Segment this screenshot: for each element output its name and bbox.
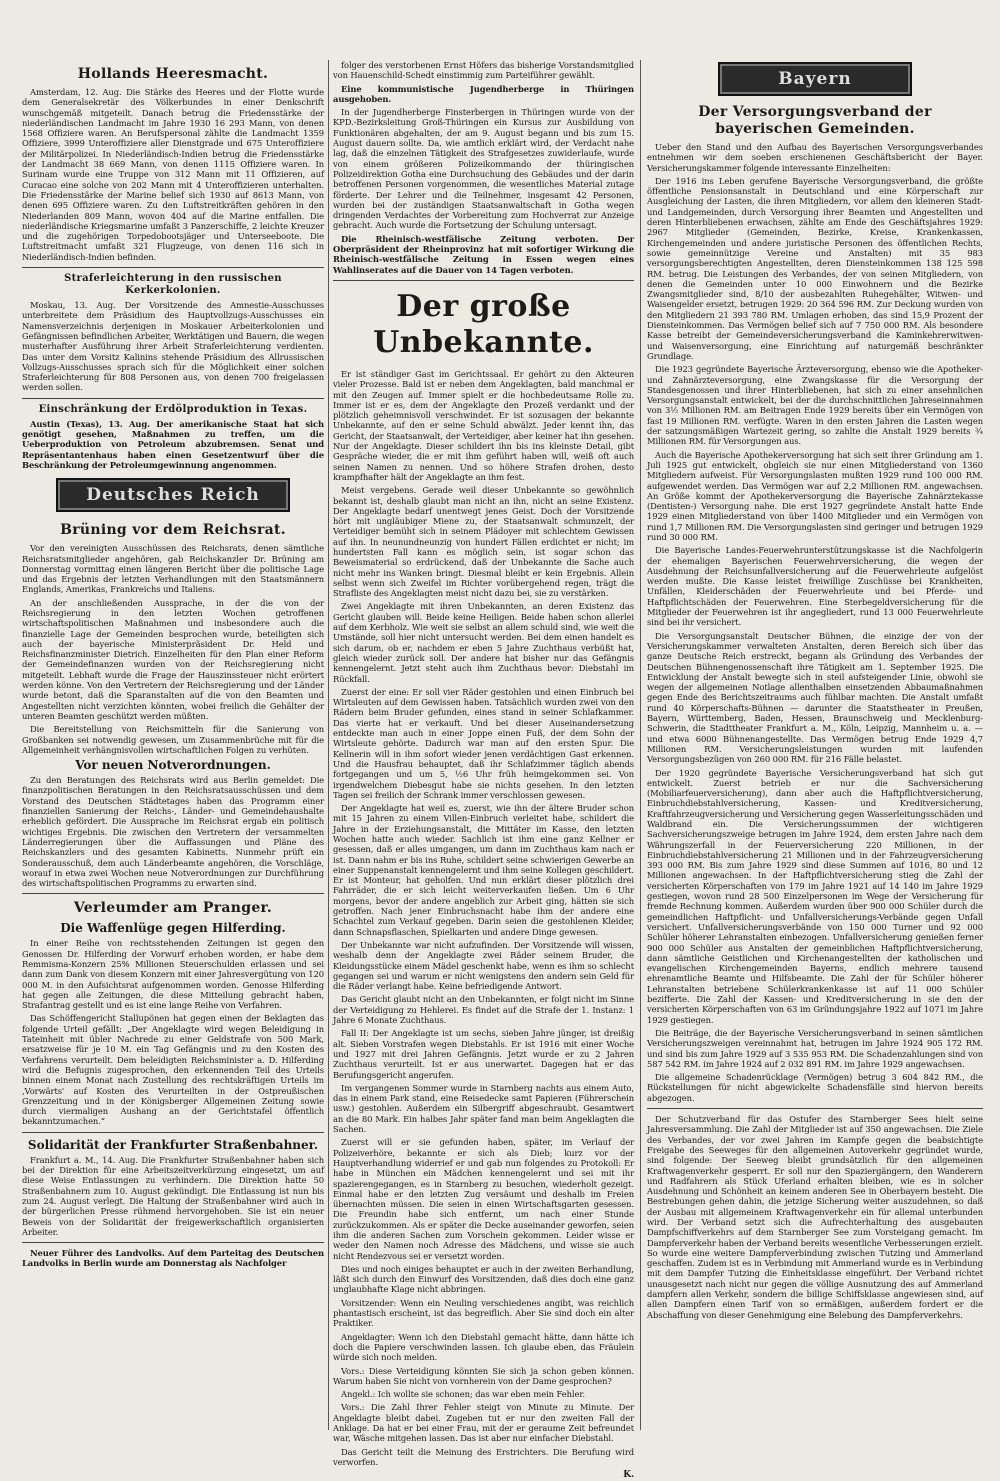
headline-versorgungsverband: Der Versorgungsverband der bayerischen Gemeinden.	[698, 104, 932, 137]
column-left	[22, 60, 324, 1272]
article-landvolk-cont: folger des verstorbenen Ernst Höfers das bisherige Vorstandsmitglied von Hauenschild-Schedt einstimmig zum Parteiführer gewählt.	[333, 60, 634, 81]
divider	[22, 1242, 324, 1243]
article-unbekannte-p11: Dies und noch einiges behauptet er auch in der zweiten Berhandlung, läßt sich durch den Einwurf des Vorsitzenden, daß dies doch eine ganz unglaubhafte Klage nicht abbringen.	[333, 1263, 634, 1295]
headline-kerker: Straferleichterung in den russischen Kerkerkolonien.	[64, 273, 282, 297]
article-schutzverband: Der Schutzverband für das Ostufer des Starnberger Sees hielt seine Jahresversammlung. Die Zahl der Mitglieder ist auf 350 angewachsen. Die Ziele des Verbandes, der vor zwei Jahren im Kampfe gegen die beabsichtigte Freigabe des Seeweges für den allgemeinen Autoverkehr gegründet wurde, sind folgende: Der Seeweg bleibt grundsätzlich für den allgemeinen Kraftwagenverkehr gesperrt. Er soll nur den Spaziergängern, den Wanderern und Radfahrern als Stück Uferland erhalten bleiben, wie es in solcher Ausdehnung und Schönheit an keinem anderen See in Oberbayern besteht. Die Bestrebungen gehen dahin, die jetzige Sicherung weiter auszudehnen, so daß der Ausbau mit allgemeinem Kraftwagenverkehr ein für allemal unterbunden wird. Der Verband setzt sich die Aufrechterhaltung des ausgebauten Dampfschiffverkehrs auf dem Starnberger See zum Vorsteigang gemacht. Im Dampferverkehr haben der Verband bereits wesentliche Verbesserungen erzielt. So wurde eine weitere Dampferverbindung zwischen Tutzing und Ammerland geschaffen. Zudem ist es in Verbindung mit Ammerland wurde es in Verbindung mit dem Dampfer Tutzing die Einheitsklasse eingeführt. Der Verband richtet unausgesetzt nach nicht nur gegen die völlige Ausnutzung des auf Ammerland dampfern allen Verkehr, sondern die billige Schiffsklasse angewiesen sind, auf allen Dampfern einen Tarif von so ermäßigen, außerdem fordert er die Abschaffung von dieser Genehmigung eine Belebung des Dampferverkehrs.	[647, 1114, 983, 1320]
article-unbekannte-p3: Zwei Angeklagte mit ihren Unbekannten, an deren Existenz das Gericht glauben will. Beide keine Heiligen. Beide haben schon allerlei auf dem Kerbholz. Wie weit sie selbst an allem schuld sind, wie weit die Umstände, soll hier nicht untersucht werden. Bei dem einen handelt es sich darum, ob er, nachdem er eben 5 Jahre Zuchthaus verbüßt hat, gleich wieder zurück soll. Der andere hat bisher nur das Gefängnis kennengelernt. Jetzt steht auch ihm Zuchthaus bevor: Diebstahl im Rückfall.	[333, 601, 634, 684]
column-right	[647, 60, 983, 1323]
divider	[333, 280, 634, 281]
headline-unbekannte: Der große Unbekannte.	[373, 288, 594, 360]
article-rwz-verboten: Die Rheinisch-westfälische Zeitung verboten. Der Oberpräsident der Rheinprovinz hat mit sofortiger Wirkung die Rheinisch-westfälische Zeitung in Essen wegen eines Wahlinserates auf die Dauer von 14 Tagen verboten.	[333, 233, 634, 275]
headline-strassenbahn: Solidarität der Frankfurter Straßenbahner.	[27, 1137, 319, 1152]
article-landvolk: Neuer Führer des Landvolks. Auf dem Parteitag des Deutschen Landvolks in Berlin wurde am Donnerstag als Nachfolger	[22, 1248, 324, 1269]
section-banner-bayern: Bayern	[718, 62, 912, 96]
article-versorgung-p8: Die Beiträge, die der Bayerische Versicherungsverband in seinen sämtlichen Versicherungszweigen vereinnahmt hat, betrugen im Jahre 1924 905 172 RM. und sind bis zum Jahre 1929 auf 3 535 953 RM. Die Schadenzahlungen sind von 587 542 RM. im Jahre 1924 auf 2 032 891 RM. im Jahre 1929 angewachsen.	[647, 1027, 983, 1069]
article-notverordnungen-body: Zu den Beratungen des Reichsrats wird aus Berlin gemeldet: Die finanzpolitischen Beratungen in den Reichsratsausschüssen und dem Vorstand des Deutschen Städtetages haben das Programm einer finanziellen Sanierung der Reichs-, Länder- und Gemeindehaushalte erheblich gefördert. Die Aussprache im Reichsrat ergab ein politisch wichtiges Ergebnis. Die zwischen den Vertretern der versammelten Länderregierungen über die Auffassungen und Pläne des Reichskanzlers und des gesamten Kabinetts. Nunmehr prüft ein Sonderausschuß, dem auch Länderbeamte angehören, die Vorschläge, worauf in etwa zwei Wochen neue Notverordnungen zur Durchführung des wirtschaftspolitischen Programms zu erwarten sind.	[22, 775, 324, 889]
article-unbekannte-p6: Der Unbekannte war nicht aufzufinden. Der Vorsitzende will wissen, weshalb denn der Angeklagte zwei Räder seinem Bruder, die Kleidungsstücke einem Mädel geschenkt habe, wenn es ihm so schlecht gegangen sei und warum er nicht wenigstens den andern sein Geld für die Räder verlangt habe. Keine befriedigende Antwort.	[333, 939, 634, 992]
article-unbekannte-p16: Vors.: Die Zahl Ihrer Fehler steigt von Minute zu Minute. Der Angeklagte bleibt dabei. Zugeben tut er nur den zweiten Fall der Anklage. Da hat er bei einer Frau, mit der er geraume Zeit befreundet war, Wäsche mitgehen lassen. Das ist aber nur einfacher Diebstahl.	[333, 1402, 634, 1444]
article-bruening-p3: Die Bereitstellung von Reichsmitteln für die Sanierung von Großbanken sei notwendig gewesen, um Zusammenbrüche mit für die Allgemeinheit verhängnisvollen wirtschaftlichen Folgen zu verhüten.	[22, 724, 324, 755]
article-strassenbahn-body: Frankfurt a. M., 14. Aug. Die Frankfurter Straßenbahner haben sich bei der Direktion für eine Arbeitszeitverkürzung eingesetzt, um auf diese Weise Entlassungen zu verhindern. Die Direktion hatte 50 Straßenbahnern zum 10. August gekündigt. Die Entlassung ist nun bis zum 24. August verlegt. Die Haltung der Straßenbahner wird auch in der bürgerlichen Presse rühmend hervorgehoben. Sie ist ein neuer Beweis von der Solidarität der freigewerkschaftlich organisierten Arbeiter.	[22, 1154, 324, 1237]
article-signature: K.	[623, 1470, 634, 1481]
headline-pranger: Verleumder am Pranger.	[73, 900, 273, 917]
article-texas-body: Austin (Texas), 13. Aug. Der amerikanische Staat hat sich genötigt gesehen, Maßnahmen zu treffen, um die Ueberproduktion von Petroleum abzubremsen. Senat und Repräsentantenhaus haben einen Gesetzentwurf über die Beschränkung der Petroleumgewinnung angenommen.	[22, 418, 324, 470]
headline-notverordnungen: Vor neuen Notverordnungen.	[75, 758, 271, 773]
article-unbekannte-p8: Fall II: Der Angeklagte ist um sechs, sieben Jahre jünger, ist dreißig alt. Sieben Vorstrafen wegen Diebstahls. Er ist 1916 mit einer Woche und 1927 mit drei Jahren Gefängnis. Jetzt wurde er zu 2 Jahren Zuchthaus verurteilt. Ist er aus unerwartet. Dagegen hat er das Berufungsgericht angerufen.	[333, 1028, 634, 1080]
article-unbekannte-p15: Angekl.: Ich wollte sie schonen; das war eben mein Fehler.	[341, 1389, 585, 1400]
article-hollands-body: Amsterdam, 12. Aug. Die Stärke des Heeres und der Flotte wurde dem Generalsekretär des Völkerbundes in einer Denkschrift wunschgemäß mitgeteilt. Danach betrug die Friedensstärke der niederländischen Landmacht im Jahre 1930 16 293 Mann, von denen 1568 Offiziere waren. An Berufspersonal zählte die Landmacht 1359 Offiziere, 3999 Unteroffiziere aller Dienstgrade und 675 Unteroffiziere der Militärpolizei. In Niederländisch-Indien betrug die Friedensstärke der Landmacht 38 669 Mann, von denen 1115 Offiziere waren. In Surinam wurde eine Truppe von 312 Mann mit 11 Offizieren, auf Curacao eine solche von 202 Mann mit 4 Unteroffizieren unterhalten. Die Friedensstärke der Marine belief sich 1930 auf 8613 Mann, von denen 695 Offiziere waren. Zu den Luftstreitkräften gehören in den Niederlanden 809 Mann, wovon 404 auf die Marine entfallen. Die niederländische Kriegsmarine umfaßt 3 Panzerschiffe, 2 leichte Kreuzer und die zugehörigen Torpedobootsjäger und Unterseeboote. Die Luftstreitmacht umfaßt 321 Flugzeuge, von denen 116 sich in Niederländisch-Indien befinden.	[22, 87, 324, 262]
article-unbekannte-p2: Meist vergebens. Gerade weil dieser Unbekannte so gewöhnlich bekannt ist, deshalb glaubt man nicht an ihn, nicht an seine Existenz. Der Angeklagte bedarf unentwegt jenes Geist. Doch der Vorsitzende hört mit ungläubiger Miene zu, der Staatsanwalt schmunzelt, der Verteidiger bemüht sich in seinem Plädoyer mit schlechtem Gewissen auf ihn. In neunundneunzig von hundert Fällen erdichtet er nicht; im hundertsten Fall kann es möglich sein, ist sogar schon das Beweismaterial so erdrückend, daß der Unbekannte die Sache auch nicht mehr ins Wanken bringt. Diesmal bleibt er kein Ergebnis. Allein selbst wenn sich Zweifel im Richter vorübergehend regen, trägt die Strafliste des Angeklagten meist nicht dazu bei, sie zu verstärken.	[333, 485, 634, 599]
divider	[22, 893, 324, 894]
article-unbekannte-p12: Vorsitzender: Wenn ein Neuling verschiedenes angibt, was reichlich phantastisch erscheint, ist das begreiflich. Aber Sie sind doch ein alter Praktiker.	[333, 1297, 634, 1329]
divider	[22, 398, 324, 399]
article-unbekannte-p13: Angeklagter: Wenn ich den Diebstahl gemacht hätte, dann hätte ich doch die Papiere verschwinden lassen. Ich glaube eben, das Fräulein würde sich noch melden.	[333, 1331, 634, 1363]
article-versorgung-p5: Die Bayerische Landes-Feuerwehrunterstützungskasse ist die Nachfolgerin der ehemaligen Bayerischen Feuerwehrversicherung, die wegen der Ausdehnung der Reichsunfallversicherung auf die Feuerwehrleute aufgelöst werden mußte. Die Kasse leistet freiwillige Zuschüsse bei Krankheiten, Unfällen, Kleiderschäden der Feuerwehrleute und bei Pferde- und Haftpflichtschäden der Feuerwehren. Eine Sterbegeldversicherung für die Mitglieder der Feuerwehren ist ihr angegliedert, rund 13 000 Feuerwehrleute sind bei ihr versichert.	[647, 545, 983, 628]
article-unbekannte-p1: Er ist ständiger Gast im Gerichtssaal. Er gehört zu den Akteuren vieler Prozesse. Bald ist er neben dem Angeklagten, bald manchmal er mit den Zeugen auf. Immer spielt er die hochbedeutsame Rolle zu. Immer ist er es, dem der Angeklagte den Prozeß verdankt und der plötzlich geheimnisvoll verschwindet. Er ist sozusagen der bekannte Unbekannte, auf den er seine Schuld abwälzt. Jeder kennt ihn, das Gericht, der Staatsanwalt, der Verteidiger, aber keiner hat ihn gesehen. Nur der Angeklagte. Dieser schildert ihn bis ins kleinste Detail, gibt Gespräche wieder, die er mit ihm geführt haben will, weiß oft auch seinen Namen zu nennen. Und so höhere Strafen drohen, desto krampfhafter hält der Angeklagte an ihm fest.	[333, 368, 634, 482]
headline-texas: Einschränkung der Erdölproduktion in Texas.	[38, 403, 308, 415]
article-pranger-p2: Das Schöffengericht Stallupönen hat gegen einen der Beklagten das folgende Urteil gefällt: „Der Angeklagte wird wegen Beleidigung in Tateinheit mit übler Nachrede zu einer Geldstrafe von 500 Mark, ersatzweise für je 10 M. ein Tag Gefängnis und zu den Kosten des Verfahrens verurteilt. Dem beleidigten Reichsminister a. D. Hilferding wird die Befugnis zugesprochen, den erkennenden Teil des Urteils binnen einem Monat nach Zustellung des rechtskräftigen Urteils im ‚Vorwärts' auf Kosten des Verurteilten in der Ostpreußischen Grenzzeitung und in der Königsberger Allgemeinen Zeitung sowie durch viermaligen Aushang an der Gerichtstafel öffentlich bekanntzumachen.“	[22, 1013, 324, 1127]
divider	[22, 267, 324, 268]
article-versorgung-p6: Die Versorgungsanstalt Deutscher Bühnen, die einzige der von der Versicherungskammer verwalteten Anstalten, deren Bereich sich über das ganze Deutsche Reich erstreckt, begann als Gründung des Verbandes der Deutschen Bühnengenossenschaft ihre Tätigkeit am 1. September 1925. Die Entwicklung der Anstalt bewegte sich in steil aufsteigender Linie, obwohl sie wegen der allgemeinen Notlage allenthalben einsetzenden Abbaumaßnahmen gegen Ende des Berichtszeitraums auch fühlbar machten. Die Anstalt umfaßt rund 40 Körperschafts-Bühnen — darunter die Staatstheater in Preußen, Bayern, Württemberg, Baden, Hessen, Braunschweig und Mecklenburg-Schwerin, die Stadttheater Frankfurt a. M., Köln, Leipzig, Mannheim u. a. — und etwa 6000 Bühnenangestellte. Das Vermögen betrug Ende 1929 4,7 Millionen RM. Versicherungsleistungen wurden mit laufenden Versorgungsbezügen von 260 000 RM. für 216 Fälle belastet.	[647, 630, 983, 765]
article-unbekannte-p10: Zuerst will er sie gefunden haben, später, im Verlauf der Polizeiverhöre, bekannte er sich als Dieb; kurz vor der Hauptverhandlung widerrief er und gab nun folgendes zu Protokoll: Er habe in München ein Mädchen kennengelernt und sei mit ihr spazierengegangen, es in Starnberg zu besuchen, wiederholt gezeigt. Einmal habe er den letzten Zug versäumt und deshalb im Freien übernachten müssen. Die seien in einen Wirtschaftsgarten gesessen. Die Freundin habe sich entfernt, um nach einer Stunde zurückzukommen. Als er später die Decke auseinander geworfen, seien ihm die anderen Sachen zum Vorschein gekommen. Leider wisse er weder den Namen noch Adresse des Mädchens, und wisse sie auch nicht Rendezvous sei er versetzt worden.	[333, 1137, 634, 1261]
article-versorgung-p9: Die allgemeine Schadenrücklage (Vermögen) betrug 3 604 842 RM., die Rückstellungen für nicht abgewickelte Schadensfälle sind hiervon bereits abgezogen.	[647, 1072, 983, 1103]
subheadline-pranger: Die Waffenlüge gegen Hilferding.	[60, 921, 286, 936]
column-rule	[640, 60, 641, 1430]
article-versorgung-p1: Ueber den Stand und den Aufbau des Bayerischen Versorgungsverbandes entnehmen wir dem soeben erschienenen Geschäftsbericht der Bayer. Versicherungskammer folgende interessante Einzelheiten:	[647, 142, 983, 173]
article-unbekannte-p14: Vors.: Diese Verteidigung könnten Sie sich ja schon geben können. Warum haben Sie nicht von vornherein von der Dame gesprochen?	[333, 1365, 634, 1386]
headline-hollands: Hollands Heeresmacht.	[77, 66, 269, 82]
article-bruening-p1: Vor den vereinigten Ausschüssen des Reichsrats, denen sämtliche Reichsratsmitglieder angehören, gab Reichskanzler Dr. Brüning am Donnerstag vormittag einen längeren Bericht über die politische Lage und das Ergebnis der letzten Verhandlungen mit den Staatsmännern Englands, Amerikas, Frankreichs und Italiens.	[22, 543, 324, 595]
article-unbekannte-p7: Das Gericht glaubt nicht an den Unbekannten, er folgt nicht im Sinne der Verteidigung zu Hehlerei. Es findet auf die Strafe der 1. Instanz: 1 Jahre 6 Monate Zuchthaus.	[333, 994, 634, 1026]
article-jugendherberge-body: In der Jugendherberge Finsterbergen in Thüringen wurde von der KPD.-Bezirksleitung Groß-Thüringen ein Kursus zur Ausbildung von Funktionären abgehalten, der am 9. August begann und bis zum 15. August dauern sollte. Da, wie amtlich erklärt wird, der Verdacht nahe lag, daß die einzelnen Tätigkeit des Strafgesetzes zuwiderlaufe, wurde von einem größeren Polizeikommando der thüringischen Polizeidirektion Gotha eine Durchsuchung des Gebäudes und der darin betroffenen Personen vorgenommen, die wesentliches Material zutage förderte. Der Lehrer und die Teilnehmer, insgesamt 42 Personen, wurden bei der zuständigen Staatsanwaltschaft in Gotha wegen dringenden Verdachtes der Vorbereitung zum Hochverrat zur Anzeige gebracht. Auch wurde die Fortsetzung der Schulung untersagt.	[333, 107, 634, 231]
section-banner-deutsches-reich: Deutsches Reich	[56, 478, 290, 512]
article-unbekannte-p4: Zuerst der eine: Er soll vier Räder gestohlen und einen Einbruch bei Wirtsleuten auf dem Gewissen haben. Tatsächlich wurden zwei von den Rädern beim Bruder gefunden, eines stand in seiner Schlafkammer. Das vierte hat er verkauft. Und bei dieser Auseinandersetzung entdeckte man auch in einer Joppe einen Fuß, der dem Sohn der Wirtsleute gehörte. Dadurch war man auf den ersten Spur. Die Kellnerin will in ihm sofort wieder jenen verdächtigen Gast erkennen. Und die Hausfrau behauptet, daß ihr Schlafzimmer täglich abends fortgegangen und um 5, ½6 Uhr früh heimgekommen sei. Von irgendwelchem Diebesgut habe sie nichts gesehen. In den letzten Tagen sei freilich der Schrank immer verschlossen gewesen.	[333, 686, 634, 800]
article-unbekannte-p9: Im vergangenen Sommer wurde in Starnberg nachts aus einem Auto, das in einem Park stand, eine Reisedecke samt Papieren (Führerschein usw.) gestohlen. Außerdem ein Silbergriff abgeschraubt. Gesamtwert an die 80 Mark. Ein halbes Jahr später fand man beim Angeklagten die Sachen.	[333, 1082, 634, 1135]
headline-jugendherberge: Eine kommunistische Jugendherberge in Thüringen ausgehoben.	[333, 83, 634, 104]
column-middle	[333, 60, 634, 1481]
article-versorgung-p4: Auch die Bayerische Apothekerversorgung hat sich seit ihrer Gründung am 1. Juli 1925 gut entwickelt, obgleich sie nur einen Mitgliederstand von 1360 Mitgliedern aufweist. Für Versorgungslasten mußten 1929 rund 100 000 RM. aufgewendet werden. Das Vermögen war auf 2,2 Millionen RM. angewachsen. An Größe kommt der Apothekerversorgung die Bayerische Zahnärztekasse (Dentisten-) Versorgung nahe. Die erst 1927 gegründete Anstalt hatte Ende 1929 einen Mitgliederstand von über 1400 Mitglieder und ein Vermögen von rund 1,7 Millionen RM. Die Versorgungslasten sind geringer und betrugen 1929 rund 30 000 RM.	[647, 449, 983, 542]
article-versorgung-p3: Die 1923 gegründete Bayerische Ärzteversorgung, ebenso wie die Apotheker- und Zahnärzteversorgung, eine Zwangskasse für die Versorgung der Standesgenossen und ihrer Hinterbliebenen, hat sich zu einer ansehnlichen Versorgungsanstalt entwickelt, bei der die durchschnittlichen Jahreseinnahmen von 3½ Millionen RM. am Beitragen Ende 1929 bereits über ein Vermögen von fast 19 Millionen RM. verfügte. Waren in den ersten Jahren die Lasten wegen der satzungsmäßigen Wartezeit gering, so zahlte die Anstalt 1929 bereits ¾ Millionen RM. für Versorgungen aus.	[647, 364, 983, 447]
divider	[22, 1132, 324, 1133]
article-kerker-body: Moskau, 13. Aug. Der Vorsitzende des Amnestie-Ausschusses unterbreitete dem Präsidium des Hauptvollzugs-Ausschusses ein Namensverzeichnis derjenigen in Moskauer Arbeiterkolonien und Gefängnissen befindlichen Arbeiter, Werktätigen und Bauern, die wegen musterhafter Ausführung ihrer Arbeit Straferleichterung verdienten. Das unter dem Vorsitz Kalinins stehende Präsidium des Allrussischen Vollzugs-Ausschusses sprach sich für die Möglichkeit einer solchen Straferleichterung für 808 Personen aus, von denen 700 freigelassen werden sollen.	[22, 300, 324, 393]
article-unbekannte-p5: Der Angeklagte hat weil es, zuerst, wie ihn der ältere Bruder schon mit 15 Jahren zu einem Villen-Einbruch verleitet habe, schildert die Jahre in der Erziehungsanstalt, die Mittäter im Kasse, den letzten Wochen hatte auch wieder. Sachlich ist ihm eine ganz Kellner er gesessen, daß er alles umgangen, um dann im Zuchthaus kam nach er ist. Dann nahm er bis ins Ruhe, schildert seine schwierigen Gewerbe an einer Suppenanstalt kennengelernt und ihm seine Kollegen geschildert. Er ist Monteur, hat geholfen. Und nun erklärt dieser plötzlich drei Fahrräder, die er sich leicht weiterverkaufen ließen. Um 6 Uhr morgens, bevor der andere angeblich zur Arbeit ging, hätten sie sich getroffen. Nach jener Einbruchsnacht habe ihm der andere eine Schachtel zum Verkauf gegeben. Darin seien die gestohlenen Kleider, dann Schnapsflaschen, Spielkarten und andere Dinge gewesen.	[333, 803, 634, 937]
article-versorgung-p2: Der 1916 ins Leben gerufene Bayerische Versorgungsverband, die größte öffentliche Pensionsanstalt in Deutschland und eine Körperschaft zur Ausgleichung der Lasten, die ihren Mitgliedern, vor allem den kleineren Stadt- und Landgemeinden, durch Versorgung ihrer Beamten und Angestellten und deren Hinterbliebenen erwachsen, zählte am Ende des Geschäftsjahres 1929: 2967 Mitglieder (Gemeinden, Bezirke, Kreise, Krankenkassen, Kirchengemeinden und andere juristische Personen des öffentlichen Rechts, sowie gemeinnützige Vereine und Anstalten) mit 35 983 versorgungsberechtigten Angestellten, deren Diensteinkommen 138 125 598 RM. betrug. Die Leistungen des Verbandes, der von seinen Mitgliedern, von denen die Gemeinden unter 10 000 Einwohnern und die Bezirke Zwangsmitglieder sind, 8/10 der ausbezahlten Ruhegehälter, Witwen- und Waisengelder ersetzt, betrugen 1929: 20 364 596 RM. Zur Deckung wurden von den Mitgliedern 21 393 780 RM. Umlagen erhoben, das sind 15,9 Prozent der Diensteinkommen. Das Vermögen belief sich auf 7 750 000 RM. Als besondere Kasse betreibt der Gemeindeversicherungsverband die Kaminkehrerwitwen- und Waisenversorgung, eine Einrichtung auf naturgemäß beschränkter Grundlage.	[647, 175, 983, 361]
column-rule	[328, 60, 329, 1430]
headline-bruening: Brüning vor dem Reichsrat.	[60, 522, 286, 539]
article-versorgung-p7: Der 1920 gegründete Bayerische Versicherungsverband hat sich gut entwickelt. Zuerst betrieb er nur die Sachversicherung (Mobiliarfeuerversicherung), dann aber auch die Haftpflichtversicherung, Einbruchdiebstahlversicherung, Kassen- und Kreditversicherung, Kraftfahrzeugversicherung und Versicherung gegen Wasserleitungsschäden und Waldbrand ein. Die Versicherungssummen der wichtigeren Sachversicherungszweige betrugen im Jahre 1924, dem ersten Jahre nach dem Währungszerfall in der Feuerversicherung 220 Millionen, in der Einbruchdiebstahlversicherung 21 Millionen und in der Fahrzeugversicherung 393 000 RM. Bis zum Jahre 1929 sind diese Summen auf 1016, 80 und 12 Millionen angewachsen. In der Haftpflichtversicherung stieg die Zahl der versicherten Körperschaften von 179 im Jahre 1921 auf 14 140 im Jahre 1929 gestiegen, wovon rund 28 500 Einzelpersonen im Wege der Versicherung für fremde Rechnung kommen. Außerdem wurden über 900 000 Schüler durch die gemeindlichen Haftpflicht- und Unfallversicherungs-Verbände gegen Unfall versichert. Unfallversicherungsverbände von 150 000 Turner und 92 000 Schüler höherer Lehranstalten einbezogen. Unfallversicherung genießen ferner 900 000 Schüler aus Anstalten der gemeinblichen Haftpflichtversicherung, dann sämtliche Geistlichen und Kirchenangestellten der katholischen und evangelischen Kirchengemeinden Bayerns, endlich mehrere tausend ehrenamtliche Beamte und Hilfsbeamte. Die Zahl der für Schüler höherer Lehranstalten betriebene Schülerkrankenkasse ist auf 11 000 Schüler bezifferte. Die Zahl der Kassen- und Kreditversicherung in sie den der versicherten Körperschaften von 63 im Gründungsjahre 1922 auf 1071 im Jahre 1929 gestiegen.	[647, 767, 983, 1025]
article-pranger-p1: In einer Reihe von rechtsstehenden Zeitungen ist gegen den Genossen Dr. Hilferding der Vorwurf erhoben worden, er habe dem Remmisma-Konzern 25% Millionen Steuerschulden erlassen und sei dann zum Dank von diesem Konzern mit einer Jahresvergütung von 120 000 M. in den Aufsichtsrat aufgenommen worden. Genosse Hilferding hat gegen alle Zeitungen, die diese Mitteilung gebracht haben, Strafantrag gestellt und es ist eine lange Reihe von Verfahren.	[22, 938, 324, 1011]
article-unbekannte-p17: Das Gericht teilt die Meinung des Erstrichters. Die Berufung wird verworfen.	[333, 1446, 634, 1467]
article-bruening-p2: An der anschließenden Aussprache, in der die von der Reichsregierung in den letzten Wochen getroffenen wirtschaftspolitischen Maßnahmen und insbesondere auch die finanzielle Lage der Gemeinden besprochen wurde, beteiligten sich auch der bayerische Ministerpräsident Dr. Held und Reichsfinanzminister Dietrich. Einzelheiten für den Plan einer Reform der Gemeindefinanzen wurden von der Reichsregierung nicht mitgeteilt. Lebhaft wurde die Frage der Hauszinssteuer nicht erörtert werden könne. Von den Vertretern der Reichsregierung und der Länder wurde betont, daß die Sparanstalten auf die von den Beamten und Angestellten nicht verzichten könnten, wobei freilich die Gehälter der unteren Beamten geschützt werden müßten.	[22, 597, 324, 721]
divider	[647, 1108, 983, 1109]
